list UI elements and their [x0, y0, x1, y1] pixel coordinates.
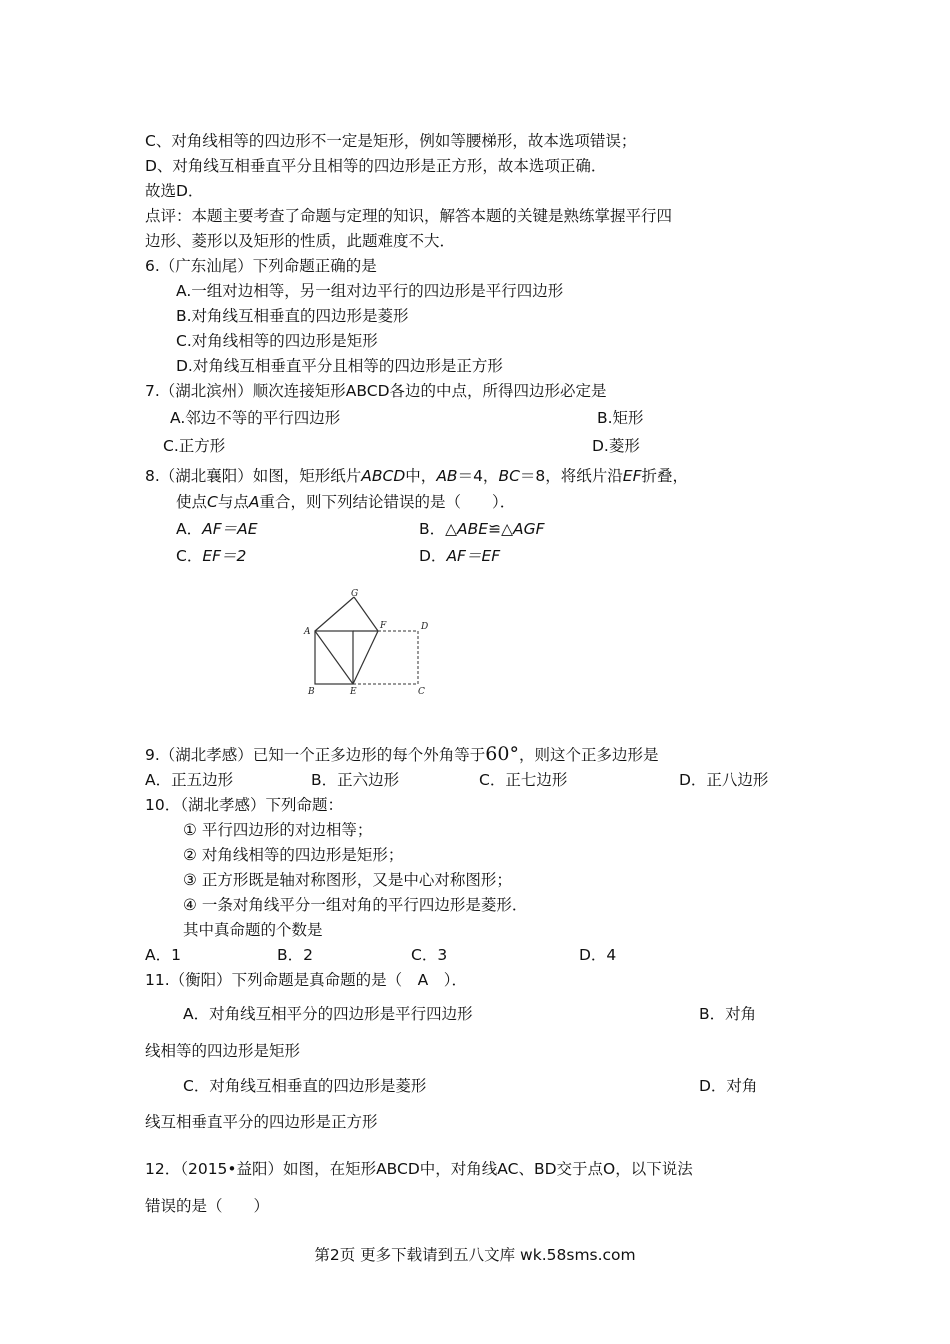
page-footer: 第2页 更多下载请到五八文库 wk.58sms.com [314, 1246, 636, 1264]
q10-proposition-4: ④ 一条对角线平分一组对角的平行四边形是菱形． [183, 896, 528, 914]
q8-label-c: C [418, 687, 425, 697]
q8-label-b: B [308, 687, 315, 697]
q8-label-g: G [351, 589, 359, 599]
q10-option-c: C．3 [411, 946, 448, 964]
prev-line-c: C、对角线相等的四边形不一定是矩形，例如等腰梯形，故本选项错误； [145, 132, 637, 150]
q7-stem: 7.（湖北滨州）顺次连接矩形ABCD各边的中点，所得四边形必定是 [145, 382, 607, 400]
q8-label-a: A [304, 627, 311, 637]
q8-option-a: A．AF＝AE [176, 520, 258, 538]
q8-segment-ag [315, 597, 354, 631]
q6-stem: 6.（广东汕尾）下列命题正确的是 [145, 257, 377, 275]
prev-comment-2: 边形、菱形以及矩形的性质，此题难度不大． [145, 232, 456, 250]
q8-option-b: B．△ABE≌△AGF [419, 520, 545, 538]
q11-option-a: A．对角线互相平分的四边形是平行四边形 [183, 1005, 473, 1023]
q9-option-b: B．正六边形 [311, 771, 400, 789]
q8-segment-ef [353, 631, 378, 684]
q7-option-a: A.邻边不等的平行四边形 [170, 409, 341, 427]
q11-option-d-start: D．对角 [699, 1077, 758, 1095]
q7-option-d: D.菱形 [592, 437, 640, 455]
q8-label-f: F [380, 621, 387, 631]
prev-comment-1: 点评：本题主要考查了命题与定理的知识，解答本题的关键是熟练掌握平行四 [145, 207, 673, 225]
q8-label-e: E [350, 687, 357, 697]
q8-label-d: D [421, 622, 429, 632]
q8-stem-line2: 使点C与点A重合，则下列结论错误的是（ ）． [176, 493, 516, 511]
q8-option-d: D．AF＝EF [419, 547, 501, 565]
q7-option-b: B.矩形 [597, 409, 644, 427]
q10-proposition-1: ① 平行四边形的对边相等； [183, 821, 373, 839]
q6-option-b: B.对角线互相垂直的四边形是菱形 [176, 307, 409, 325]
q10-proposition-2: ② 对角线相等的四边形是矩形； [183, 846, 404, 864]
prev-line-d: D、对角线互相垂直平分且相等的四边形是正方形，故本选项正确． [145, 157, 607, 175]
q6-option-d: D.对角线互相垂直平分且相等的四边形是正方形 [176, 357, 503, 375]
q11-option-d-rest: 线互相垂直平分的四边形是正方形 [145, 1113, 378, 1131]
q11-option-c: C．对角线互相垂直的四边形是菱形 [183, 1077, 427, 1095]
q10-ask: 其中真命题的个数是 [183, 921, 323, 939]
q7-option-c: C.正方形 [163, 437, 226, 455]
q10-proposition-3: ③ 正方形既是轴对称图形，又是中心对称图形； [183, 871, 512, 889]
q6-option-a: A.一组对边相等，另一组对边平行的四边形是平行四边形 [176, 282, 564, 300]
prev-answer: 故选D． [145, 182, 204, 200]
q11-stem: 11.（衡阳）下列命题是真命题的是（ A ）． [145, 971, 468, 989]
q9-option-d: D．正八边形 [679, 771, 769, 789]
q10-option-b: B．2 [277, 946, 313, 964]
q11-option-b-start: B．对角 [699, 1005, 757, 1023]
q8-option-c: C．EF＝2 [176, 547, 247, 565]
q6-option-c: C.对角线相等的四边形是矩形 [176, 332, 378, 350]
q10-option-a: A．1 [145, 946, 181, 964]
q9-option-a: A．正五边形 [145, 771, 234, 789]
q10-stem: 10．（湖北孝感）下列命题： [145, 796, 343, 814]
q11-option-b-rest: 线相等的四边形是矩形 [145, 1042, 301, 1060]
q9-angle: 60° [485, 743, 519, 765]
q8-segment-gf [354, 597, 378, 631]
q12-stem-line1: 12．（2015•益阳）如图，在矩形ABCD中，对角线AC、BD交于点O，以下说法 [145, 1160, 693, 1178]
q9-stem: 9.（湖北孝感）已知一个正多边形的每个外角等于60°，则这个正多边形是 [145, 743, 659, 765]
q8-segment-ae [315, 631, 353, 684]
q10-option-d: D．4 [579, 946, 617, 964]
q9-option-c: C．正七边形 [479, 771, 568, 789]
q8-stem: 8.（湖北襄阳）如图，矩形纸片ABCD中，AB＝4，BC＝8，将纸片沿EF折叠， [145, 467, 689, 485]
q12-stem-line2: 错误的是（ ） [145, 1197, 270, 1215]
